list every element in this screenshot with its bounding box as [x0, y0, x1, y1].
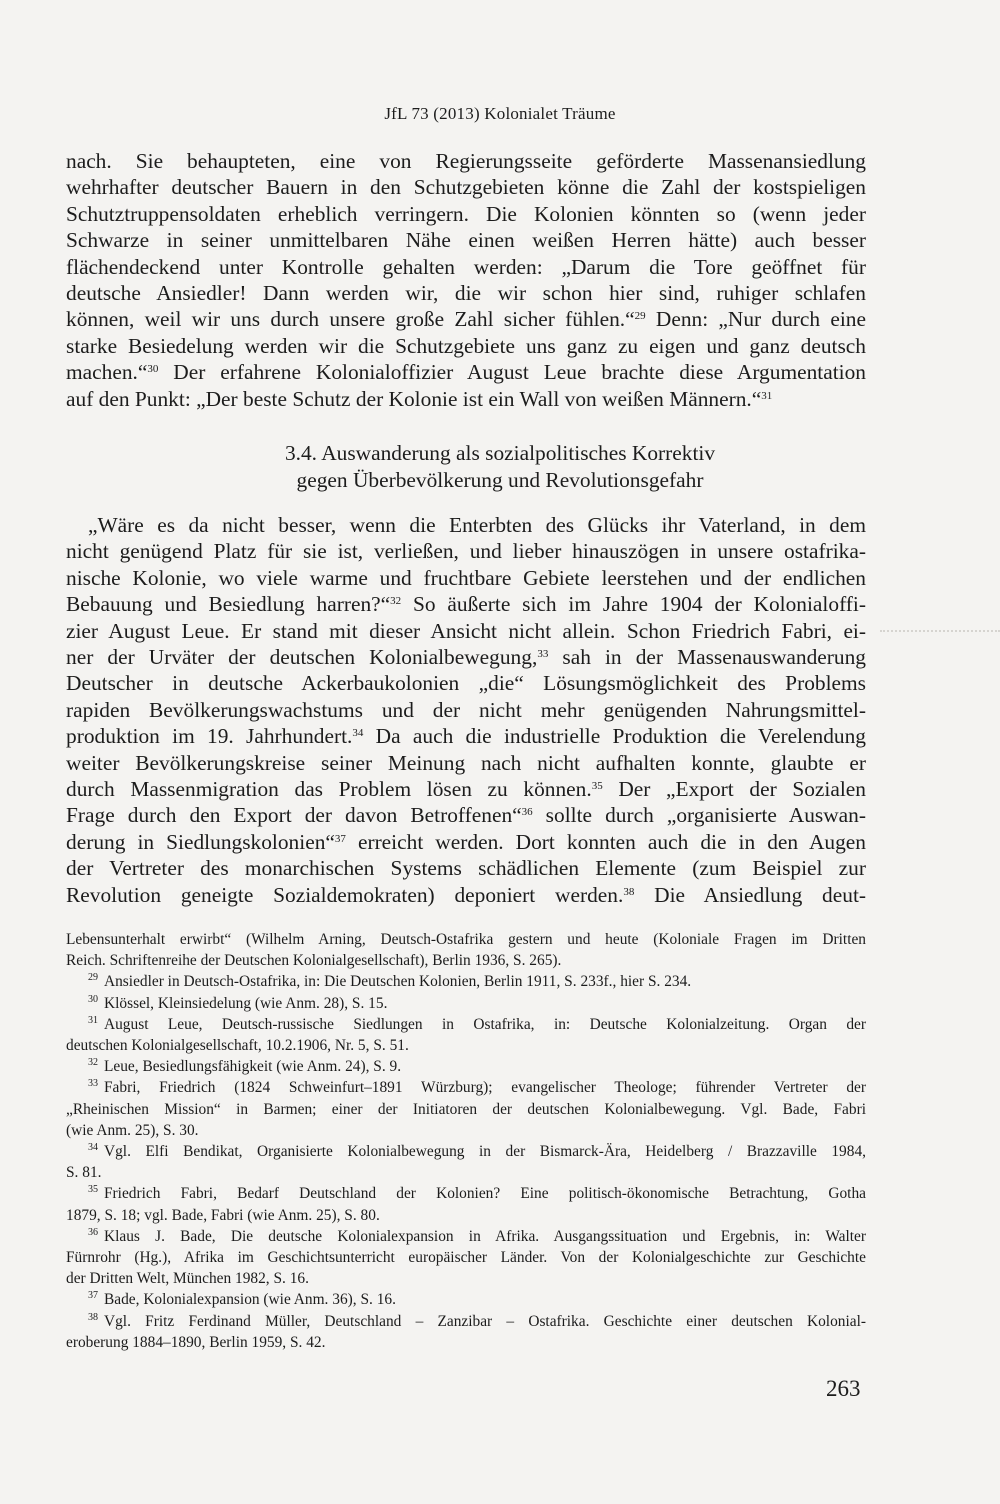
text-line: nach. Sie behaupteten, eine von Regierungsseite geförderte Massenansiedlung	[66, 149, 866, 173]
footnote-32	[66, 1056, 866, 1077]
footnote-30	[66, 993, 866, 1014]
footnote-text: Klaus J. Bade, Die deutsche Kolonialexpansion in Afrika. Ausgangssituation und Ergebnis, in: Walter	[104, 1227, 866, 1245]
text-segment: Da auch die industrielle Produktion die Verelendung	[363, 724, 866, 749]
text-segment: produktion im 19. Jahrhundert.	[66, 724, 353, 749]
text-line: der Vertreter des monarchischen Systems schädlichen Elemente (zum Beispiel zur	[66, 856, 866, 881]
footnote-text: Vgl. Elfi Bendikat, Organisierte Kolonialbewegung in der Bismarck-Ära, Heidelberg / Brazzaville 1984,	[104, 1143, 866, 1161]
footnote-text: Friedrich Fabri, Bedarf Deutschland der Kolonien? Eine politisch-ökonomische Betrachtung, Gotha	[104, 1185, 866, 1203]
text-line: nische Kolonie, wo viele warme und fruchtbare Gebiete leerstehen und der endlichen	[66, 565, 866, 590]
text-segment: machen.“	[66, 360, 148, 385]
footnote-text: Klössel, Kleinsiedelung (wie Anm. 28), S. 15.	[104, 994, 388, 1012]
footnote-text: Bade, Kolonialexpansion (wie Anm. 36), S. 16.	[104, 1291, 396, 1309]
footnote-number: 37	[88, 1290, 98, 1302]
scan-artifact-divider	[880, 630, 1000, 632]
text-segment: sah in der Massenauswanderung	[548, 645, 866, 670]
paragraph-1	[66, 148, 866, 412]
running-head	[0, 104, 1000, 124]
text-line	[66, 882, 866, 908]
footnote-text: August Leue, Deutsch-russische Siedlungen in Ostafrika, in: Deutsche Kolonialzeitung. Organ der	[104, 1015, 866, 1033]
text-segment: derung in Siedlungskolonien“	[66, 829, 335, 854]
text-line: weiter Bevölkerungskreise seiner Meinung nach nicht aufhalten konnte, glaubte er	[66, 750, 866, 775]
text-segment: So äußerte sich im Jahre 1904 der Kolonialoffi-	[401, 592, 866, 617]
footnote-ref[interactable]: 34	[352, 727, 364, 740]
text-segment: Revolution geneigte Sozialdemokraten) deponiert werden.	[66, 882, 624, 907]
footnote-line: eroberung 1884–1890, Berlin 1959, S. 42.	[66, 1333, 326, 1351]
footnote-line: Lebensunterhalt erwirbt“ (Wilhelm Arning, Deutsch-Ostafrika gestern und heute (Koloniale Fragen im Dritten	[66, 931, 866, 948]
footnote-line	[66, 1056, 866, 1077]
text-line: Schwarze in seiner unmittelbaren Nähe einen weißen Herren hätte) auch besser	[66, 228, 866, 253]
footnote-34	[66, 1141, 866, 1183]
text-line	[66, 644, 866, 670]
text-line	[66, 723, 866, 749]
footnote-line: (wie Anm. 25), S. 30.	[66, 1121, 199, 1139]
footnote-35	[66, 1183, 866, 1225]
footnote-line	[66, 1183, 866, 1204]
text-line: starke Besiedelung werden wir die Schutzgebiete uns ganz zu eigen und ganz deutsch	[66, 333, 866, 358]
footnote-37	[66, 1289, 866, 1310]
footnote-text: Vgl. Fritz Ferdinand Müller, Deutschland – Zanzibar – Ostafrika. Geschichte einer deutschen Kolonial-	[104, 1312, 866, 1330]
footnote-number: 38	[88, 1311, 98, 1323]
footnote-number: 29	[88, 972, 98, 984]
page-number-text: 263	[826, 1376, 861, 1401]
footnote-ref[interactable]: 38	[623, 885, 635, 898]
footnote-line	[66, 1014, 866, 1035]
footnote-ref[interactable]: 36	[521, 806, 533, 819]
footnote-line: Fürnrohr (Hg.), Afrika im Geschichtsunterricht europäischer Länder. Von der Kolonialgeschichte zur Geschichte	[66, 1249, 866, 1267]
text-line	[66, 359, 866, 385]
text-segment: erreicht werden. Dort konnten auch die in den Augen	[345, 829, 866, 854]
section-heading	[0, 440, 1000, 494]
footnote-line: S. 81.	[66, 1164, 102, 1182]
text-line	[66, 776, 866, 802]
footnote-36	[66, 1226, 866, 1290]
text-segment: Bebauung und Besiedlung harren?“	[66, 592, 391, 617]
footnote-38	[66, 1311, 866, 1353]
footnote-continuation	[66, 929, 866, 971]
text-segment: Frage durch den Export der davon Betroffenen“	[66, 803, 522, 828]
footnote-ref[interactable]: 31	[761, 389, 773, 402]
footnote-number: 30	[88, 993, 98, 1005]
footnote-ref[interactable]: 35	[591, 780, 603, 793]
footnote-line	[66, 1289, 866, 1310]
footnote-ref[interactable]: 29	[634, 310, 646, 323]
text-line: Schutztruppensoldaten erheblich verringern. Die Kolonien könnten so (wenn jeder	[66, 201, 866, 226]
section-heading-line-2: gegen Überbevölkerung und Revolutionsgefahr	[296, 468, 704, 492]
text-line	[66, 306, 866, 332]
footnote-line: der Dritten Welt, München 1982, S. 16.	[66, 1270, 309, 1288]
footnote-number: 32	[88, 1057, 98, 1069]
text-line: wehrhafter deutscher Bauern in den Schutzgebieten könne die Zahl der kostspieligen	[66, 175, 866, 200]
footnote-29	[66, 971, 866, 992]
page-number	[826, 1376, 861, 1402]
section-heading-line-1: 3.4. Auswanderung als sozialpolitisches Korrektiv	[284, 441, 716, 465]
footnote-number: 35	[88, 1184, 98, 1196]
footnote-number: 34	[88, 1142, 98, 1154]
footnote-line: 1879, S. 18; vgl. Bade, Fabri (wie Anm. 25), S. 80.	[66, 1206, 380, 1224]
text-line	[66, 802, 866, 828]
text-line	[66, 829, 866, 855]
text-segment: ner der Urväter der deutschen Kolonialbewegung,	[66, 645, 538, 670]
text-segment: Der erfahrene Kolonialoffizier August Leue brachte diese Argumentation	[158, 360, 866, 385]
footnote-line	[66, 1311, 866, 1332]
footnote-31	[66, 1014, 866, 1056]
footnote-line	[66, 1077, 866, 1098]
footnote-ref[interactable]: 30	[147, 363, 159, 376]
text-segment: können, weil wir uns durch unsere große Zahl sicher fühlen.“	[66, 307, 635, 332]
footnote-line	[66, 971, 866, 992]
footnote-line: Reich. Schriftenreihe der Deutschen Kolonialgesellschaft), Berlin 1936, S. 265).	[66, 952, 562, 970]
footnote-line	[66, 1226, 866, 1247]
text-segment: Der „Export der Sozialen	[602, 777, 866, 802]
footnote-number: 33	[88, 1078, 98, 1090]
text-segment: Die Ansiedlung deut-	[634, 882, 867, 907]
footnote-33	[66, 1077, 866, 1141]
footnote-text: Ansiedler in Deutsch-Ostafrika, in: Die Deutschen Kolonien, Berlin 1911, S. 233f., hier S. 234.	[104, 973, 692, 991]
text-line: deutsche Ansiedler! Dann werden wir, die wir schon hier sind, ruhiger schlafen	[66, 281, 866, 306]
footnote-line	[66, 993, 866, 1014]
text-line: Deutscher in deutsche Ackerbaukolonien „die“ Lösungsmöglichkeit des Problems	[66, 671, 866, 696]
footnote-text: Fabri, Friedrich (1824 Schweinfurt–1891 Würzburg); evangelischer Theologe; führender Vertreter der	[104, 1079, 866, 1097]
text-line: flächendeckend unter Kontrolle gehalten werden: „Darum die Tore geöffnet für	[66, 254, 866, 279]
footnote-number: 31	[88, 1014, 98, 1026]
text-segment: auf den Punkt: „Der beste Schutz der Kolonie ist ein Wall von weißen Männern.“	[66, 386, 762, 411]
paragraph-2	[66, 512, 866, 908]
text-line: nicht genügend Platz für sie ist, verließen, und lieber hinauszögen in unsere ostafrika-	[66, 539, 866, 564]
text-line: „Wäre es da nicht besser, wenn die Enterbten des Glücks ihr Vaterland, in dem	[88, 513, 866, 537]
footnote-line: „Rheinischen Mission“ in Barmen; einer der Initiatoren der deutschen Kolonialbewegung. Vgl. Bade, Fabri	[66, 1100, 866, 1118]
text-segment: durch Massenmigration das Problem lösen zu können.	[66, 777, 592, 802]
text-line	[66, 386, 866, 412]
running-head-text: JfL 73 (2013) Kolonialet Träume	[384, 104, 616, 123]
text-segment: sollte durch „organisierte Auswan-	[532, 803, 866, 828]
footnote-ref[interactable]: 33	[537, 648, 549, 661]
text-line: zier August Leue. Er stand mit dieser Ansicht nicht allein. Schon Friedrich Fabri, ei-	[66, 618, 866, 643]
footnote-text: Leue, Besiedlungsfähigkeit (wie Anm. 24), S. 9.	[104, 1058, 402, 1076]
text-line	[66, 591, 866, 617]
footnote-line	[66, 1141, 866, 1162]
footnote-ref[interactable]: 32	[390, 595, 402, 608]
text-segment: Denn: „Nur durch eine	[645, 307, 866, 332]
footnote-line: deutschen Kolonialgesellschaft, 10.2.1906, Nr. 5, S. 51.	[66, 1037, 409, 1055]
footnote-ref[interactable]: 37	[334, 832, 346, 845]
footnotes	[66, 929, 866, 1353]
text-line: rapiden Bevölkerungswachstums und der nicht mehr genügenden Nahrungsmittel-	[66, 697, 866, 722]
footnote-number: 36	[88, 1226, 98, 1238]
